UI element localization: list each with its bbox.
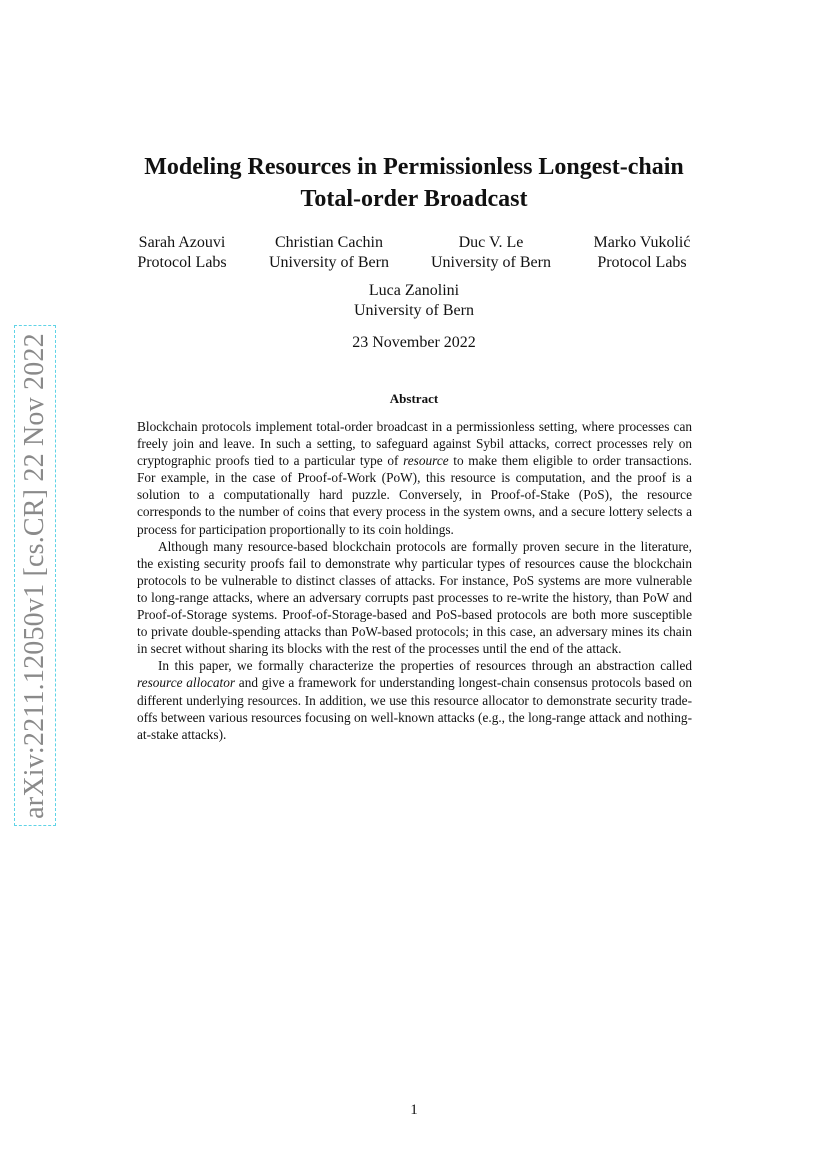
publication-date: 23 November 2022 — [352, 334, 476, 351]
author-name: Luca Zanolini — [368, 282, 460, 299]
author-name: Sarah Azouvi — [138, 234, 226, 251]
abstract-text: In this paper, we formally characterize the properties of resources through an abstraction called — [158, 658, 692, 674]
abstract-text: to make them eligible to order transactions. For example, in the case of Proof-of-Work (PoW), this resource is computation, and the proof is a solution to a computationally hard puzzle. Conversely, in Proof-of-Stake (PoS), the resource corresponds to the number of coins that every process in the system owns, and a secure lottery selects a process for participation proportionally to its coin holdings. — [137, 453, 692, 537]
emphasized-term: resource allocator — [137, 675, 236, 691]
abstract-paragraph-1 — [137, 418, 692, 538]
abstract-heading: Abstract — [389, 391, 439, 406]
author-name: Duc V. Le — [458, 234, 524, 251]
author-affiliation: University of Bern — [431, 254, 551, 271]
paper-title — [100, 151, 728, 215]
author-affiliation: Protocol Labs — [137, 254, 227, 271]
author-name: Marko Vukolić — [593, 234, 691, 251]
abstract-text: Blockchain protocols implement total-order broadcast in a permissionless setting, where processes can freely join and leave. In such a setting, to safeguard against Sybil attacks, correct processes rely on cryptographic proofs tied to a particular type of — [137, 419, 692, 469]
title-line-1: Modeling Resources in Permissionless Longest-chain — [144, 154, 684, 180]
author-5 — [324, 281, 504, 321]
abstract-paragraph-2: Although many resource-based blockchain protocols are formally proven secure in the literature, the existing security proofs fail to demonstrate why particular types of resources cause the blockchain protocols to be vulnerable to distinct classes of attacks. For instance, PoS systems are more vulnerable to long-range attacks, where an adversary corrupts past processes to re-write the history, than PoW and Proof-of-Storage systems. Proof-of-Storage-based and PoS-based protocols are both more susceptible to private double-spending attacks than PoW-based protocols; in this case, an adversary mines its chain in secret without sharing its blocks with the rest of the processes until the end of the attack. — [137, 538, 692, 657]
page-number: 1 — [410, 1102, 418, 1118]
abstract-text: and give a framework for understanding longest-chain consensus protocols based on different underlying resources. In addition, we use this resource allocator to demonstrate security trade-offs between various resources focusing on well-known attacks (e.g., the long-range attack and nothing-at-stake attacks). — [137, 675, 692, 742]
author-2 — [239, 233, 419, 273]
abstract-body — [137, 418, 692, 743]
author-affiliation: University of Bern — [269, 254, 389, 271]
emphasized-term: resource — [403, 453, 449, 469]
abstract-paragraph-3 — [137, 657, 692, 742]
author-name: Christian Cachin — [275, 234, 383, 251]
author-4 — [552, 233, 732, 273]
author-affiliation: University of Bern — [354, 302, 474, 319]
arxiv-identifier: arXiv:2211.12050v1 [cs.CR] 22 Nov 2022 — [19, 332, 50, 819]
author-affiliation: Protocol Labs — [597, 254, 687, 271]
title-line-2: Total-order Broadcast — [300, 186, 528, 212]
